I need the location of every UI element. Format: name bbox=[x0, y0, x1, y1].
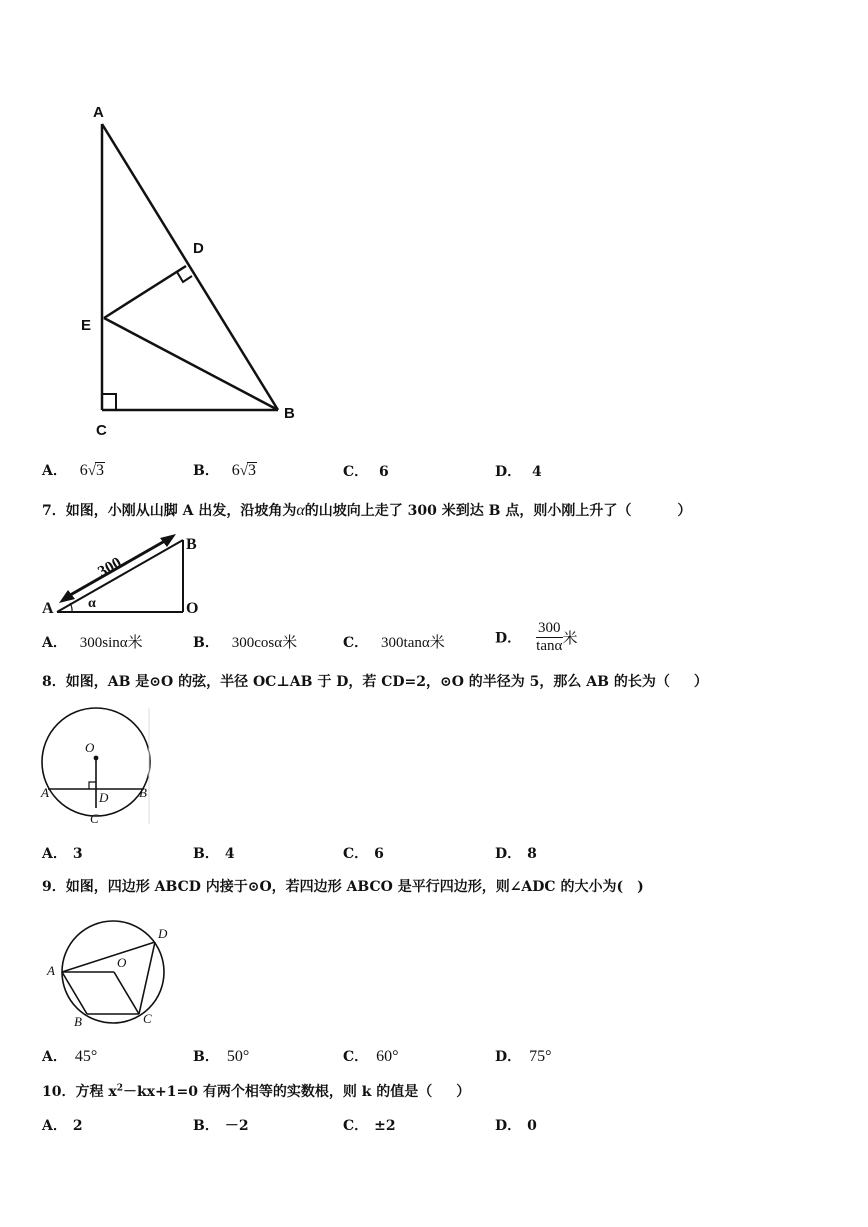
q8-option-c[interactable]: C． 6 bbox=[343, 846, 384, 862]
q10-option-b[interactable]: B． －2 bbox=[193, 1118, 249, 1134]
q7-label-o: O bbox=[186, 600, 199, 617]
q7-option-a[interactable]: A． 300sinα米 bbox=[42, 635, 143, 651]
q8-option-a[interactable]: A． 3 bbox=[42, 846, 83, 862]
q7-label-b: B bbox=[186, 536, 197, 553]
q6-label-c: C bbox=[96, 422, 107, 439]
q6-label-a: A bbox=[93, 104, 104, 121]
q10-option-c[interactable]: C． ±2 bbox=[343, 1118, 396, 1134]
q9-question-text: 9．如图，四边形 ABCD 内接于⊙O，若四边形 ABCO 是平行四边形，则∠ADC 的大小为( ) bbox=[42, 879, 644, 895]
q8-label-a: A bbox=[41, 785, 49, 800]
q9-label-c: C bbox=[143, 1011, 152, 1026]
q9-option-b[interactable]: B． 50° bbox=[193, 1048, 250, 1065]
q6-option-c[interactable]: C． 6 bbox=[343, 464, 389, 480]
q9-label-o: O bbox=[117, 955, 127, 970]
q8-label-c: C bbox=[90, 811, 99, 826]
q8-option-d[interactable]: D． 8 bbox=[495, 846, 537, 862]
q6-label-d: D bbox=[193, 240, 204, 257]
q8-label-b: B bbox=[139, 785, 147, 800]
q7-question-text: 7．如图，小刚从山脚 A 出发，沿坡角为α的山坡向上走了 300 米到达 B 点，则小刚上升了（ ） bbox=[42, 502, 692, 519]
q6-option-b[interactable]: B． 6√3 bbox=[193, 462, 256, 479]
q6-label-e: E bbox=[81, 317, 92, 334]
q6-option-d[interactable]: D． 4 bbox=[495, 464, 542, 480]
q10-question-text: 10．方程 $x^2-kx+1=0$ 有两个相等的实数根，则 k 的值是（ ） bbox=[42, 1083, 471, 1100]
q7-option-c[interactable]: C． 300tanα米 bbox=[343, 635, 445, 651]
q7-option-d-fraction: $\frac{300}{\tan\alpha}$ bbox=[536, 620, 563, 654]
q6-label-b: B bbox=[284, 405, 295, 422]
q8-option-b[interactable]: B． 4 bbox=[193, 846, 235, 862]
q6-option-a[interactable]: A． 6√3 bbox=[42, 462, 104, 479]
q10-option-d[interactable]: D． 0 bbox=[495, 1118, 537, 1134]
q9-option-a[interactable]: A． 45° bbox=[42, 1048, 98, 1065]
q7-option-d[interactable]: D． $\frac{300}{\tan\alpha}$ 米 bbox=[495, 620, 578, 654]
q9-option-d[interactable]: D． 75° bbox=[495, 1048, 552, 1065]
q8-label-o: O bbox=[85, 740, 95, 755]
q9-label-a: A bbox=[47, 963, 55, 978]
q7-label-length: 300 bbox=[95, 554, 125, 581]
q7-option-b[interactable]: B． 300cosα米 bbox=[193, 635, 298, 651]
q9-label-d: D bbox=[158, 926, 168, 941]
q9-label-b: B bbox=[74, 1014, 82, 1029]
q10-option-a[interactable]: A． 2 bbox=[42, 1118, 83, 1134]
q7-label-angle: α bbox=[88, 596, 96, 611]
q8-label-d: D bbox=[99, 790, 109, 805]
q8-question-text: 8．如图，AB 是⊙O 的弦，半径 OC⊥AB 于 D，若 CD=2，⊙O 的半径为 5，那么 AB 的长为（ ） bbox=[42, 674, 708, 690]
q7-label-a: A bbox=[42, 600, 54, 617]
q9-option-c[interactable]: C． 60° bbox=[343, 1048, 399, 1065]
